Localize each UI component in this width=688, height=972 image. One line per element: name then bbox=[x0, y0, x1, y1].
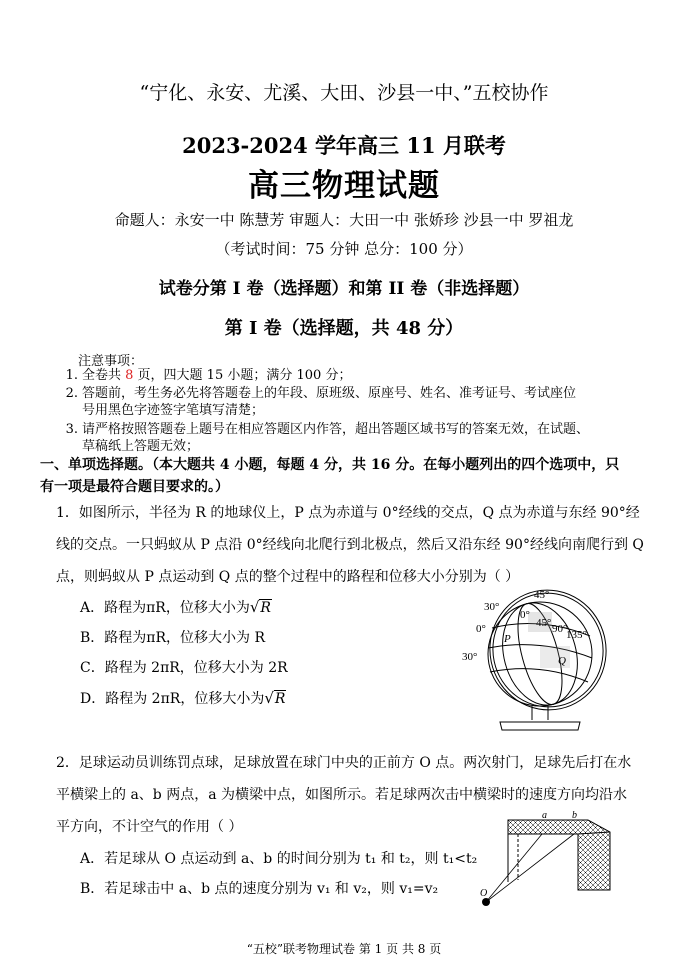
note-1 bbox=[56, 367, 636, 384]
sqrt-symbol: √ bbox=[249, 598, 260, 616]
note-text: 答题前，考生务必先将答题卷上的年段、原班级、原座号、姓名、准考证号、考试座位 bbox=[82, 386, 577, 401]
label-0-left: 0° bbox=[476, 623, 486, 635]
exam-title: 2023-2024 学年高三 11 月联考 bbox=[182, 133, 506, 158]
label-30-upper: 30° bbox=[484, 601, 500, 613]
q2-option-b: B．若足球击中 a、b 点的速度分别为 v₁ 和 v₂，则 v₁=v₂ bbox=[80, 881, 439, 897]
label-135: 135° bbox=[566, 629, 587, 641]
exam-time: （考试时间：75 分钟 总分：100 分） bbox=[215, 240, 473, 258]
note-text: 请严格按照答题卷上题号在相应答题区内作答，超出答题区域书写的答案无效，在试题、 bbox=[82, 422, 590, 437]
globe-figure bbox=[462, 586, 622, 736]
q2-stem-line2: 平横梁上的 a、b 两点，a 为横梁中点，如图所示。若足球两次击中横梁时的速度方向均沿水 bbox=[56, 787, 628, 803]
label-90: 90° bbox=[552, 623, 568, 635]
note-text: 全卷共 bbox=[82, 368, 126, 383]
note-text: 号用黑色字迹签字笔填写清楚； bbox=[82, 403, 265, 418]
q1-stem-line1: 1．如图所示，半径为 R 的地球仪上，P 点为赤道与 0°经线的交点，Q 点为赤道与东经 90°经 bbox=[56, 505, 640, 521]
option-text: D．路程为 2πR，位移大小为 bbox=[80, 691, 265, 707]
subject-title: 高三物理试题 bbox=[248, 168, 440, 204]
note-text: 页，四大题 15 小题；满分 100 分； bbox=[133, 368, 352, 383]
label-0-upper: 0° bbox=[520, 609, 530, 621]
label-b: b bbox=[572, 810, 577, 821]
q1-option-c: C．路程为 2πR，位移大小为 2R bbox=[80, 660, 288, 676]
note-number: 1. bbox=[65, 368, 78, 383]
part1-heading: 第 I 卷（选择题，共 48 分） bbox=[224, 318, 464, 339]
page-footer: “五校”联考物理试卷 第 1 页 共 8 页 bbox=[246, 942, 442, 956]
option-text: R bbox=[260, 600, 271, 616]
label-45-mid: 45° bbox=[536, 617, 552, 629]
label-p: P bbox=[504, 633, 511, 645]
note-number: 3. bbox=[65, 422, 78, 437]
note-3 bbox=[56, 421, 636, 455]
q1-option-a bbox=[80, 597, 272, 617]
label-30-lower: 30° bbox=[462, 651, 478, 663]
q1-stem-line2: 线的交点。一只蚂蚁从 P 点沿 0°经线向北爬行到北极点，然后又沿东经 90°经线向南爬行到 Q bbox=[56, 537, 644, 553]
goal-figure bbox=[478, 810, 628, 910]
q1-option-b: B．路程为πR，位移大小为 R bbox=[80, 630, 266, 646]
q1-stem-line3: 点，则蚂蚁从 P 点运动到 Q 点的整个过程中的路程和位移大小分别为（ ） bbox=[56, 569, 520, 585]
section1-line2: 有一项是最符合题目要求的。） bbox=[40, 479, 229, 495]
q2-option-a: A．若足球从 O 点运动到 a、b 的时间分别为 t₁ 和 t₂，则 t₁<t₂ bbox=[80, 851, 478, 867]
q1-option-d bbox=[80, 688, 286, 708]
label-o: O bbox=[480, 888, 488, 899]
option-text: A．路程为πR，位移大小为 bbox=[80, 600, 250, 616]
note-2 bbox=[56, 385, 636, 419]
page-count: 8 bbox=[125, 368, 134, 383]
sqrt-symbol: √ bbox=[264, 689, 274, 707]
option-text: R bbox=[274, 691, 286, 707]
q2-stem-line3: 平方向，不计空气的作用（ ） bbox=[56, 819, 243, 835]
label-a: a bbox=[542, 810, 547, 821]
notes-title: 注意事项： bbox=[78, 354, 144, 369]
q2-stem-line1: 2．足球运动员训练罚点球，足球放置在球门中央的正前方 O 点。两次射门，足球先后打在水 bbox=[56, 755, 632, 771]
parts-description: 试卷分第 I 卷（选择题）和第 II 卷（非选择题） bbox=[158, 279, 530, 299]
authors-line: 命题人：永安一中 陈慧芳 审题人：大田一中 张娇珍 沙县一中 罗祖龙 bbox=[114, 211, 574, 229]
note-number: 2. bbox=[65, 386, 78, 401]
section1-line1: 一、单项选择题。（本大题共 4 小题，每题 4 分，共 16 分。在每小题列出的四个选项中，只 bbox=[40, 457, 620, 473]
label-45-top: 45° bbox=[534, 589, 550, 601]
label-q: Q bbox=[558, 655, 566, 667]
note-text: 草稿纸上答题无效； bbox=[82, 439, 200, 454]
collab-header: “宁化、永安、尤溪、大田、沙县一中、”五校协作 bbox=[139, 82, 549, 104]
